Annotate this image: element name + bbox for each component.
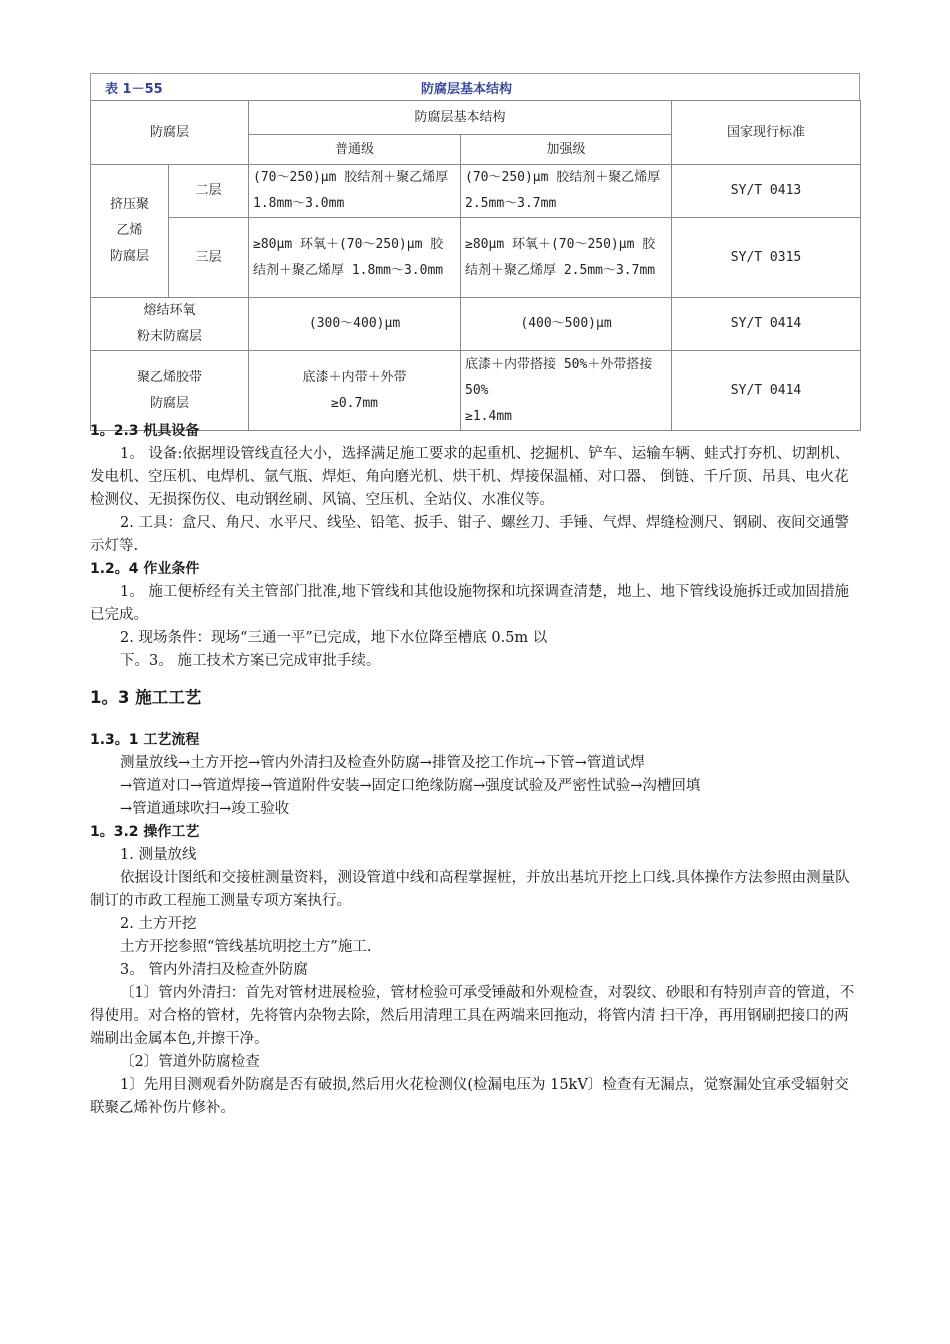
section-flow [90, 729, 860, 1120]
heading-1-2-4: 1.2。4 作业条件 [90, 561, 200, 577]
cell-standard: SY/T 0414 [672, 351, 861, 431]
heading-1-2-3: 1。2.3 机具设备 [90, 423, 200, 439]
paragraph: 土方开挖参照“管线基坑明挖土方”施工. [120, 939, 372, 955]
paragraph: 2. 现场条件：现场“三通一平”已完成，地下水位降至槽底 0.5m 以 [120, 630, 548, 646]
header-normal: 普通级 [249, 135, 461, 165]
heading-1-3: 1。3 施工工艺 [90, 688, 202, 707]
anticorrosion-table-block [90, 73, 860, 431]
header-layer: 防腐层 [91, 101, 249, 165]
list-item: 3。 管内外清扫及检查外防腐 [120, 962, 308, 978]
paragraph: 1。 施工便桥经有关主管部门批准,地下管线和其他设施物探和坑探调查清楚，地上、地下管线设施拆迁或加固措施已完成。 [90, 584, 849, 623]
flow-line: →管道通球吹扫→竣工验收 [120, 801, 290, 817]
list-item: 2. 土方开挖 [120, 916, 197, 932]
cell-normal: (70～250)μm 胶结剂＋聚乙烯厚 1.8mm～3.0mm [249, 165, 461, 218]
table-number: 表 1－55 [105, 82, 163, 97]
paragraph: 1〕先用目测观看外防腐是否有破损,然后用火花检测仪(检漏电压为 15kV〕检查有无漏点，觉察漏处宜承受辐射交联聚乙烯补伤片修补。 [90, 1077, 849, 1116]
flow-line: 测量放线→土方开挖→管内外清扫及检查外防腐→排管及挖工作坑→下管→管道试焊 [120, 755, 645, 771]
header-structure: 防腐层基本结构 [249, 101, 672, 135]
cell-strong: (70～250)μm 胶结剂＋聚乙烯厚 2.5mm～3.7mm [461, 165, 672, 218]
cell-standard: SY/T 0414 [672, 298, 861, 351]
row-sub-label: 二层 [169, 165, 249, 218]
cell-normal: 底漆＋内带＋外带 ≥0.7mm [249, 351, 461, 431]
heading-1-3-1: 1.3。1 工艺流程 [90, 732, 200, 748]
header-strong: 加强级 [461, 135, 672, 165]
table-title: 防腐层基本结构 [421, 82, 513, 97]
row-sub-label: 三层 [169, 218, 249, 298]
cell-strong: ≥80μm 环氧＋(70～250)μm 胶结剂＋聚乙烯厚 2.5mm～3.7mm [461, 218, 672, 298]
anticorrosion-table [90, 100, 861, 431]
group-extruded-pe: 挤压聚 乙烯 防腐层 [91, 165, 169, 298]
paragraph: 下。3。 施工技术方案已完成审批手续。 [120, 653, 381, 669]
header-standard: 国家现行标准 [672, 101, 861, 165]
cell-strong: (400～500)μm [461, 298, 672, 351]
list-item: 1. 测量放线 [120, 847, 197, 863]
cell-strong: 底漆＋内带搭接 50%＋外带搭接 50% ≥1.4mm [461, 351, 672, 431]
cell-standard: SY/T 0413 [672, 165, 861, 218]
row-layer-label: 聚乙烯胶带 防腐层 [91, 351, 249, 431]
row-layer-label: 熔结环氧 粉末防腐层 [91, 298, 249, 351]
table-caption [90, 73, 860, 100]
cell-normal: ≥80μm 环氧＋(70～250)μm 胶结剂＋聚乙烯厚 1.8mm～3.0mm [249, 218, 461, 298]
flow-line: →管道对口→管道焊接→管道附件安装→固定口绝缘防腐→强度试验及严密性试验→沟槽回填 [120, 778, 701, 794]
section-process [90, 686, 860, 709]
paragraph: 依据设计图纸和交接桩测量资料，测设管道中线和高程掌握桩，并放出基坑开挖上口线.具体操作方法参照由测量队制订的市政工程施工测量专项方案执行。 [90, 870, 850, 909]
paragraph: 1。 设备:依据埋设管线直径大小，选择满足施工要求的起重机、挖掘机、铲车、运输车辆、蛙式打夯机、切割机、发电机、空压机、电焊机、氩气瓶、焊炬、角向磨光机、烘干机、焊接保温桶、对口器、 倒链、千斤顶、吊具、电火花检测仪、无损探伤仪、电动钢丝刷、风镐、空压机、全站仪、水准仪等。 [90, 446, 850, 508]
section-equipment [90, 420, 860, 673]
cell-standard: SY/T 0315 [672, 218, 861, 298]
paragraph: 〔1〕管内外清扫：首先对管材进展检验，管材检验可承受锤敲和外观检查，对裂纹、砂眼和有特别声音的管道，不得使用。对合格的管材，先将管内杂物去除，然后用清理工具在两端来回拖动，将管内清 扫干净，再用钢刷把接口的两端刷出金属本色,并擦干净。 [90, 985, 855, 1047]
heading-1-3-2: 1。3.2 操作工艺 [90, 824, 200, 840]
list-item: 〔2〕管道外防腐检查 [120, 1054, 260, 1070]
cell-normal: (300～400)μm [249, 298, 461, 351]
paragraph: 2. 工具：盒尺、角尺、水平尺、线坠、铅笔、扳手、钳子、螺丝刀、手锤、气焊、焊缝检测尺、钢刷、夜间交通警示灯等. [90, 515, 849, 554]
